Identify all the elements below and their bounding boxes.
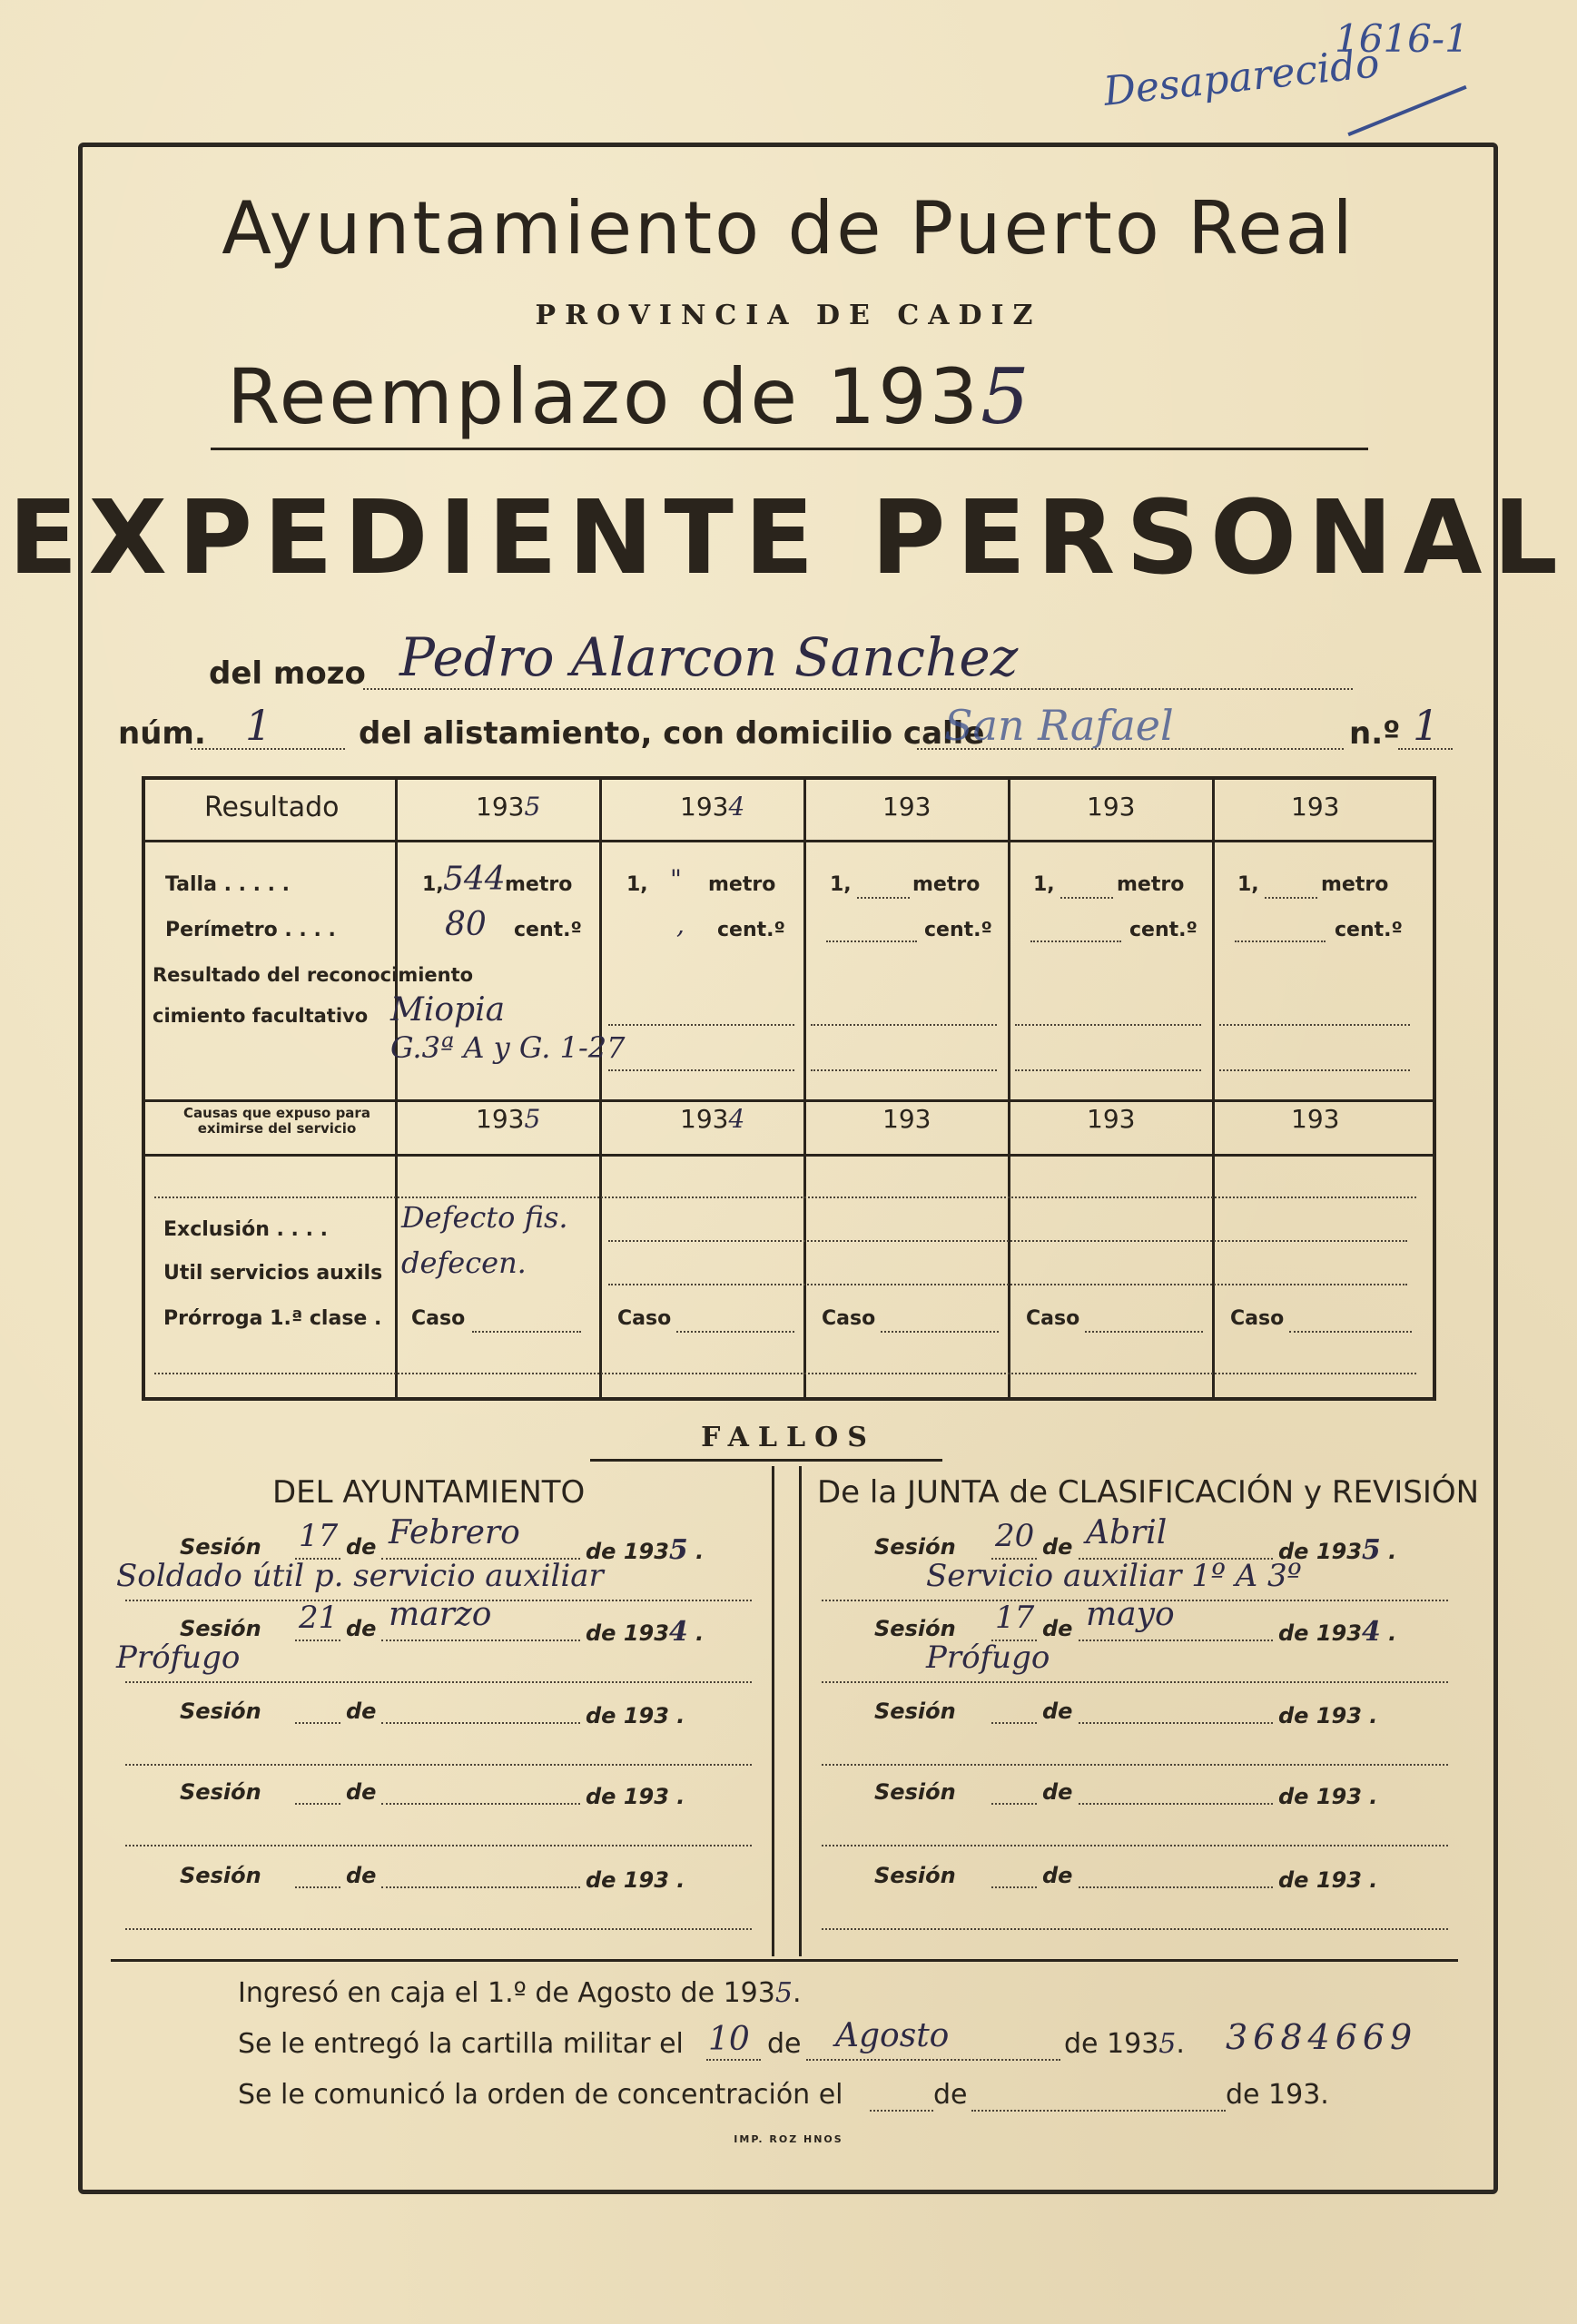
- session-year: de 193 .: [586, 1703, 685, 1728]
- session-year: de 193 .: [586, 1784, 685, 1809]
- session-month: Abril: [1086, 1514, 1168, 1551]
- session-month: mayo: [1086, 1596, 1175, 1633]
- perimetro-unit: cent.º: [717, 919, 785, 941]
- fallos-divider: [772, 1466, 774, 1956]
- session-month-dots: [381, 1640, 580, 1641]
- session-result-dots: [125, 1928, 752, 1930]
- reconocimiento-dots: [1219, 1069, 1410, 1071]
- bottom-dots: [154, 1373, 1416, 1374]
- session-month-dots: [1079, 1886, 1273, 1888]
- causas-year: 1935: [476, 1104, 541, 1134]
- talla-dots: [857, 897, 910, 899]
- session-year: de 1935 .: [1278, 1534, 1397, 1566]
- perimetro-unit: cent.º: [924, 919, 992, 941]
- session-label: Sesión: [874, 1699, 956, 1724]
- session-month-dots: [381, 1722, 580, 1724]
- caso-label: Caso: [822, 1307, 876, 1330]
- session-label: Sesión: [180, 1699, 261, 1724]
- house-label: n.º: [1349, 715, 1401, 752]
- reconocimiento-label-2: cimiento facultativo: [153, 1005, 369, 1027]
- causas-year: 193: [882, 1104, 931, 1134]
- session-year: de 1934 .: [1278, 1616, 1397, 1648]
- reconocimiento-label-1: Resultado del reconocimiento: [153, 964, 474, 986]
- causas-year: 193: [1291, 1104, 1340, 1134]
- causas-row-dots: [608, 1284, 1407, 1285]
- session-result: Prófugo: [116, 1640, 241, 1676]
- session-label: Sesión: [874, 1616, 956, 1641]
- talla-prefix: 1,: [1237, 873, 1259, 896]
- talla-prefix: 1,: [626, 873, 648, 896]
- talla-unit: metro: [1321, 873, 1389, 896]
- exclusion-entry: Defecto fis.: [401, 1200, 568, 1235]
- reconocimiento-dots: [811, 1024, 997, 1026]
- reconocimiento-value-1: Miopia: [390, 991, 506, 1029]
- fallos-right-header: De la JUNTA de CLASIFICACIÓN y REVISIÓN: [817, 1474, 1480, 1511]
- cartilla-month-dots: [806, 2059, 1060, 2061]
- session-de: de: [346, 1863, 377, 1888]
- orden-prefix: Se le comunicó la orden de concentración el: [238, 2079, 843, 2111]
- caso-dots: [676, 1331, 794, 1333]
- talla-unit: metro: [912, 873, 981, 896]
- session-label: Sesión: [180, 1534, 261, 1560]
- col-divider: [1008, 780, 1010, 1397]
- ingreso-line: Ingresó en caja el 1.º de Agosto de 1935.: [238, 1977, 802, 2009]
- orden-de: de: [933, 2079, 968, 2111]
- replacement-prefix: Reemplazo de 193: [227, 352, 981, 441]
- session-de: de: [346, 1699, 377, 1724]
- recruit-name: Pedro Alarcon Sanchez: [399, 626, 1019, 688]
- talla-value: 544: [443, 861, 506, 898]
- orden-month-dots: [971, 2110, 1226, 2112]
- printer-mark: IMP. ROZ HNOS: [734, 2133, 843, 2145]
- perimetro-value: ,: [676, 910, 685, 940]
- session-day: 17: [995, 1600, 1035, 1636]
- result-header: Resultado: [204, 792, 340, 823]
- reconocimiento-dots: [1015, 1069, 1201, 1071]
- caso-label: Caso: [411, 1307, 466, 1330]
- mozo-label: del mozo: [209, 655, 366, 692]
- annotation-underline: [1347, 85, 1466, 136]
- session-label: Sesión: [874, 1534, 956, 1560]
- orden-day-dots: [870, 2110, 933, 2112]
- year-header: 193: [1087, 792, 1136, 822]
- session-year: de 193 .: [1278, 1703, 1378, 1728]
- session-year: de 1935 .: [586, 1534, 705, 1566]
- fallos-title: FALLOS: [701, 1422, 876, 1453]
- col-divider: [599, 780, 602, 1397]
- prorroga-label: Prórroga 1.ª clase .: [163, 1307, 382, 1330]
- causas-year: 193: [1087, 1104, 1136, 1134]
- talla-unit: metro: [708, 873, 776, 896]
- status-annotation: Desaparecido: [1101, 40, 1382, 115]
- num-label: núm.: [118, 715, 206, 752]
- exclusion-label: Exclusión . . . .: [163, 1218, 328, 1241]
- causas-row-dots: [608, 1240, 1407, 1242]
- perimetro-dots: [826, 940, 917, 942]
- caso-label: Caso: [1026, 1307, 1080, 1330]
- cartilla-day: 10: [708, 2021, 750, 2058]
- session-label: Sesión: [180, 1779, 261, 1805]
- session-day-dots: [295, 1886, 340, 1888]
- house-number: 1: [1413, 701, 1440, 750]
- perimetro-label: Perímetro . . . .: [165, 919, 336, 941]
- session-month-dots: [381, 1803, 580, 1805]
- session-day: 17: [299, 1518, 339, 1554]
- year-header: 193: [1291, 792, 1340, 822]
- session-day-dots: [991, 1886, 1037, 1888]
- session-de: de: [1042, 1779, 1073, 1805]
- session-de: de: [346, 1616, 377, 1641]
- reconocimiento-dots: [608, 1069, 794, 1071]
- session-month: marzo: [389, 1596, 492, 1633]
- row-divider: [145, 1099, 1433, 1102]
- session-result-dots: [125, 1764, 752, 1766]
- reconocimiento-dots: [811, 1069, 997, 1071]
- caso-dots: [1085, 1331, 1203, 1333]
- reconocimiento-dots: [1219, 1024, 1410, 1026]
- session-month: Febrero: [389, 1514, 520, 1551]
- street-name: San Rafael: [944, 701, 1174, 750]
- reconocimiento-dots: [1015, 1024, 1201, 1026]
- talla-unit: metro: [505, 873, 573, 896]
- perimetro-unit: cent.º: [1129, 919, 1198, 941]
- session-result-dots: [822, 1764, 1448, 1766]
- replacement-year-digit: 5: [981, 352, 1032, 441]
- col-divider: [1212, 780, 1215, 1397]
- session-day-dots: [991, 1722, 1037, 1724]
- orden-year: de 193.: [1226, 2079, 1329, 2111]
- session-day: 20: [995, 1518, 1035, 1554]
- reconocimiento-dots: [608, 1024, 794, 1026]
- session-de: de: [1042, 1863, 1073, 1888]
- cartilla-month: Agosto: [835, 2017, 950, 2054]
- session-de: de: [1042, 1616, 1073, 1641]
- talla-dots: [1060, 897, 1113, 899]
- recruit-number: 1: [245, 701, 272, 750]
- session-day-dots: [295, 1722, 340, 1724]
- col-divider: [803, 780, 806, 1397]
- session-label: Sesión: [180, 1863, 261, 1888]
- caso-label: Caso: [617, 1307, 672, 1330]
- talla-unit: metro: [1117, 873, 1185, 896]
- fallos-left-header: DEL AYUNTAMIENTO: [272, 1474, 586, 1511]
- talla-dots: [1265, 897, 1317, 899]
- causas-label: Causas que expuso para eximirse del servicio: [183, 1105, 370, 1137]
- perimetro-dots: [1030, 940, 1121, 942]
- municipality-title: Ayuntamiento de Puerto Real: [222, 186, 1355, 271]
- archive-number: 1616-1: [1335, 16, 1469, 61]
- year-header: 1935: [476, 792, 541, 822]
- session-month-dots: [1079, 1803, 1273, 1805]
- session-year: de 193 .: [586, 1867, 685, 1893]
- session-day: 21: [299, 1600, 339, 1636]
- session-label: Sesión: [874, 1779, 956, 1805]
- address-label: del alistamiento, con domicilio calle: [359, 715, 985, 752]
- talla-prefix: 1,: [830, 873, 852, 896]
- perimetro-unit: cent.º: [1335, 919, 1403, 941]
- session-month-dots: [1079, 1722, 1273, 1724]
- fallos-bottom-rule: [111, 1959, 1458, 1962]
- session-result: Servicio auxiliar 1º A 3º: [926, 1558, 1302, 1594]
- session-result-dots: [125, 1681, 752, 1683]
- session-result-dots: [822, 1928, 1448, 1930]
- mozo-dots: [363, 688, 1353, 690]
- fallos-rule: [590, 1459, 942, 1462]
- row-divider: [145, 1154, 1433, 1157]
- caso-dots: [881, 1331, 999, 1333]
- session-de: de: [346, 1779, 377, 1805]
- causas-dots: [154, 1196, 1416, 1198]
- session-de: de: [1042, 1534, 1073, 1560]
- perimetro-value: 80: [445, 906, 487, 943]
- cartilla-number: 3684669: [1226, 2017, 1418, 2057]
- talla-prefix: 1,: [1033, 873, 1055, 896]
- session-result: Soldado útil p. servicio auxiliar: [116, 1558, 604, 1594]
- talla-label: Talla . . . . .: [165, 873, 291, 896]
- perimetro-dots: [1235, 940, 1326, 942]
- perimetro-unit: cent.º: [514, 919, 582, 941]
- fallos-divider: [799, 1466, 802, 1956]
- session-result-dots: [822, 1845, 1448, 1846]
- session-month-dots: [381, 1886, 580, 1888]
- session-result-dots: [125, 1845, 752, 1846]
- session-year: de 193 .: [1278, 1784, 1378, 1809]
- cartilla-year: de 1935.: [1064, 2028, 1185, 2060]
- session-de: de: [1042, 1699, 1073, 1724]
- caso-label: Caso: [1230, 1307, 1285, 1330]
- session-year: de 1934 .: [586, 1616, 705, 1648]
- util-entry: defecen.: [401, 1246, 527, 1280]
- cartilla-day-dots: [706, 2059, 761, 2061]
- reconocimiento-value-2: G.3ª A y G. 1-27: [390, 1030, 626, 1065]
- year-header: 193: [882, 792, 931, 822]
- causas-year: 1934: [680, 1104, 745, 1134]
- caso-dots: [472, 1331, 581, 1333]
- session-result: Prófugo: [926, 1640, 1050, 1676]
- session-result-dots: [822, 1681, 1448, 1683]
- replacement-title: [227, 352, 1032, 441]
- cartilla-de: de: [767, 2028, 802, 2060]
- session-day-dots: [295, 1803, 340, 1805]
- talla-prefix: 1,: [422, 873, 444, 896]
- cartilla-prefix: Se le entregó la cartilla militar el: [238, 2028, 684, 2060]
- session-year: de 193 .: [1278, 1867, 1378, 1893]
- session-label: Sesión: [874, 1863, 956, 1888]
- province-subtitle: PROVINCIA DE CADIZ: [535, 300, 1042, 331]
- row-divider: [145, 840, 1433, 842]
- util-label: Util servicios auxils: [163, 1262, 383, 1285]
- session-day-dots: [991, 1803, 1037, 1805]
- session-day-dots: [295, 1640, 340, 1641]
- session-de: de: [346, 1534, 377, 1560]
- col-divider: [395, 780, 398, 1397]
- document-title: EXPEDIENTE PERSONAL: [8, 479, 1569, 597]
- caso-dots: [1289, 1331, 1412, 1333]
- header-rule: [211, 448, 1368, 450]
- year-header: 1934: [680, 792, 745, 822]
- session-month-dots: [1079, 1640, 1273, 1641]
- session-label: Sesión: [180, 1616, 261, 1641]
- talla-value: ": [670, 864, 682, 894]
